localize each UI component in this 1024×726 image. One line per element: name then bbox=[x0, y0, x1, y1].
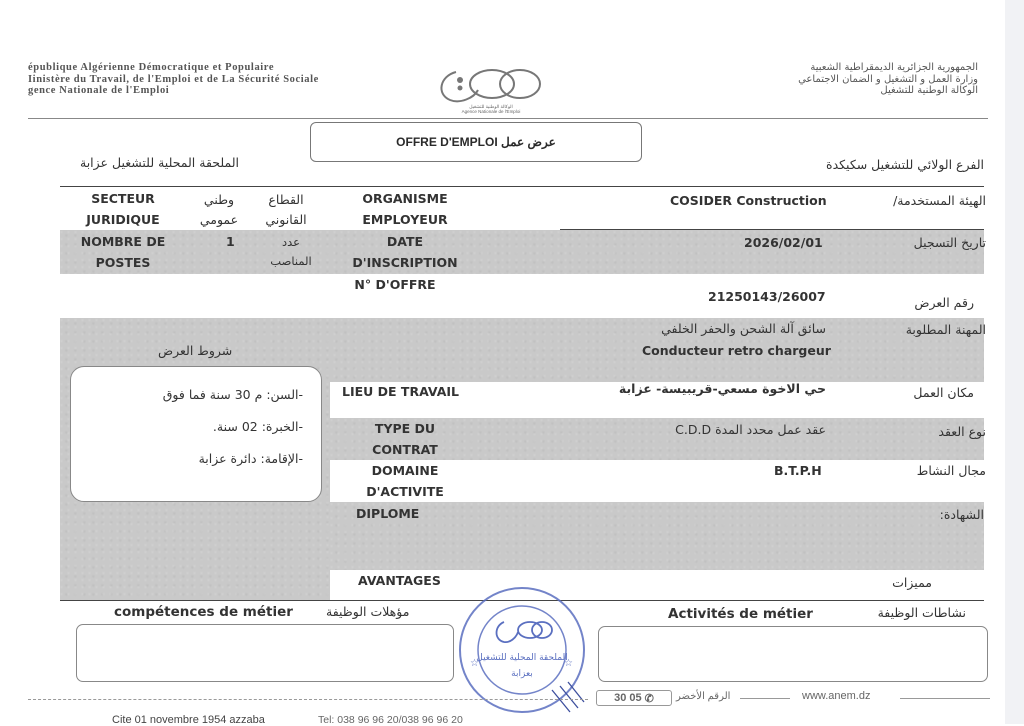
metier-value-fr: Conducteur retro chargeur bbox=[642, 343, 831, 358]
band-diplome bbox=[330, 502, 984, 570]
header-french bbox=[28, 62, 319, 97]
contrat-value: عقد عمل محدد المدة C.D.D bbox=[675, 422, 826, 437]
condition-item: -السن: م 30 سنة فما فوق bbox=[162, 387, 303, 402]
header-fr-line-3: gence Nationale de l'Emploi bbox=[28, 85, 170, 96]
band-postes-date bbox=[60, 230, 984, 274]
organisme-label-fr: ORGANISME EMPLOYEUR bbox=[362, 191, 448, 227]
footer-address: Cite 01 novembre 1954 azzaba bbox=[112, 714, 265, 726]
diplome-label-fr: DIPLOME bbox=[356, 506, 420, 521]
condition-item: -الإقامة: دائرة عزابة bbox=[198, 451, 303, 466]
postes-label-fr: NOMBRE DE POSTES bbox=[80, 234, 166, 270]
domaine-value: B.T.P.H bbox=[774, 463, 822, 478]
header-arabic bbox=[578, 62, 978, 97]
postes-value: 1 bbox=[226, 234, 235, 249]
lieu-value-ar: حي الاخوة مسعي-قريبيسة- عزابة bbox=[618, 381, 826, 396]
activites-title-ar: نشاطات الوظيفة bbox=[877, 605, 966, 620]
competences-title-fr: compétences de métier bbox=[114, 604, 293, 620]
website-link[interactable]: www.anem.dz bbox=[802, 690, 871, 702]
diplome-label-ar: الشهادة: bbox=[939, 507, 984, 522]
offre-value: 21250143/26007 bbox=[708, 289, 826, 304]
header-ar-line-2: وزارة العمل و التشغيل و الضمان الاجتماعي bbox=[798, 73, 978, 85]
header-ar-line-1: الجمهورية الجزائرية الديمقراطية الشعبية bbox=[810, 62, 978, 73]
contrat-label-fr: TYPE DU CONTRAT bbox=[372, 421, 438, 457]
footer-divider bbox=[28, 699, 588, 700]
svg-text:☆: ☆ bbox=[564, 658, 573, 669]
lieu-label-fr: LIEU DE TRAVAIL bbox=[342, 384, 460, 399]
contrat-label-ar: نوع العقد bbox=[938, 424, 986, 439]
footer-dash bbox=[900, 698, 990, 699]
lieu-label-ar: مكان العمل bbox=[913, 385, 974, 400]
stamp-center-line-1: الملحقة المحلية للتشغيل bbox=[476, 653, 568, 663]
condition-item: -الخبرة: 02 سنة. bbox=[212, 419, 303, 434]
competences-title-ar: مؤهلات الوظيفة bbox=[326, 604, 410, 619]
offre-label-fr: N° D'OFFRE bbox=[354, 277, 436, 292]
activites-title-fr: Activités de métier bbox=[668, 606, 813, 622]
date-value: 2026/02/01 bbox=[744, 235, 823, 250]
header-ar-line-3: الوكالة الوطنية للتشغيل bbox=[880, 85, 978, 96]
green-number: 30 05 bbox=[614, 692, 642, 704]
header-divider bbox=[28, 118, 988, 119]
offre-label-ar: رقم العرض bbox=[914, 295, 974, 310]
metier-label-ar: المهنة المطلوبة bbox=[905, 322, 986, 337]
avantages-label-ar: مميزات bbox=[892, 575, 932, 590]
green-number-badge bbox=[596, 690, 672, 706]
branch-right: الفرع الولائي للتشغيل سكيكدة bbox=[826, 157, 984, 172]
avantages-label-fr: AVANTAGES bbox=[358, 573, 441, 588]
phone-icon: ✆ bbox=[644, 692, 654, 705]
document-title bbox=[310, 122, 642, 162]
branch-left: الملحقة المحلية للتشغيل عزابة bbox=[80, 155, 239, 170]
date-label-ar: تاريخ التسجيل bbox=[913, 235, 986, 250]
date-label-fr: DATE D'INSCRIPTION bbox=[352, 234, 458, 270]
green-number-label: الرقم الأخضر bbox=[676, 691, 731, 702]
organisme-value: COSIDER Construction bbox=[670, 193, 827, 208]
postes-label-ar: عدد المناصب bbox=[270, 235, 312, 268]
footer-dash bbox=[740, 698, 790, 699]
footer-phone: Tel: 038 96 96 20/038 96 96 20 bbox=[318, 714, 463, 726]
stamp-center-line-2: بعزابة bbox=[511, 669, 533, 679]
conditions-box bbox=[70, 366, 322, 502]
scan-edge bbox=[1005, 0, 1024, 724]
domaine-label-ar: مجال النشاط bbox=[916, 463, 986, 478]
secteur-label-fr: SECTEUR JURIDIQUE bbox=[86, 191, 160, 227]
metier-value-ar: سائق آلة الشحن والحفر الخلفي bbox=[661, 321, 826, 336]
secteur-value: وطني عمومي bbox=[199, 192, 239, 227]
logo-caption-ar: الوكالة الوطنية للتشغيل bbox=[469, 104, 513, 109]
activites-box bbox=[598, 626, 988, 682]
domaine-label-fr: DOMAINE D'ACTIVITE bbox=[366, 463, 444, 499]
organisme-label-ar: الهيئة المستخدمة/ bbox=[893, 193, 986, 208]
secteur-label-ar: القطاع القانوني bbox=[265, 192, 307, 227]
title-text: OFFRE D'EMPLOI عرض عمل bbox=[396, 135, 556, 149]
table-top-divider bbox=[60, 186, 984, 187]
competences-box bbox=[76, 624, 454, 682]
logo-caption bbox=[428, 104, 554, 114]
header-fr-line-1: épublique Algérienne Démocratique et Populaire bbox=[28, 62, 275, 73]
svg-text:☆: ☆ bbox=[470, 658, 479, 669]
logo-caption-fr: Agence Nationale de l'Emploi bbox=[461, 109, 521, 114]
header-fr-line-2: Iinistère du Travail, de l'Emploi et de La Sécurité Sociale bbox=[28, 73, 319, 85]
conditions-title: شروط العرض bbox=[158, 343, 233, 358]
